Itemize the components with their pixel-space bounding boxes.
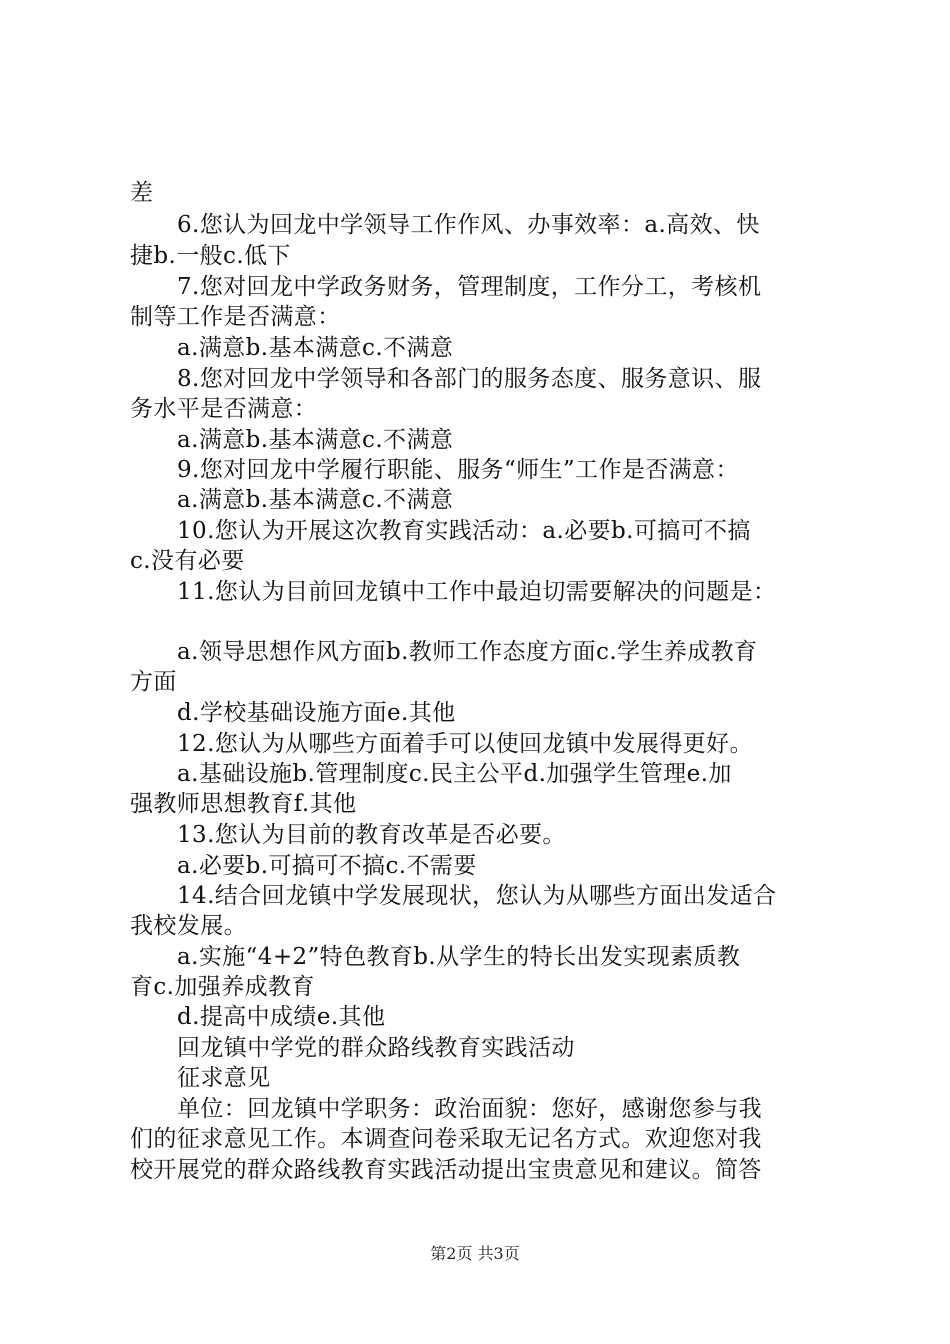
intro-paragraph-line: 单位：回龙镇中学职务：政治面貌：您好，感谢您参与我 [177,1096,762,1122]
answer-options: a.必要b.可搞可不搞c.不需要 [177,853,477,879]
question-11: 11.您认为目前回龙镇中工作中最迫切需要解决的问题是： [177,579,777,605]
question-13: 13.您认为目前的教育改革是否必要。 [177,822,566,848]
text-line: 方面 [130,669,177,695]
text-line: 育c.加强养成教育 [130,974,315,1000]
page-footer: 第2页 共3页 [430,1244,520,1263]
answer-options: a.实施“4+2”特色教育b.从学生的特长出发实现素质教 [177,944,741,970]
text-line: 差 [130,180,154,206]
question-8: 8.您对回龙中学领导和各部门的服务态度、服务意识、服 [177,366,762,392]
answer-options: d.提高中成绩e.其他 [177,1004,386,1030]
answer-options: a.领导思想作风方面b.教师工作态度方面c.学生养成教育 [177,639,758,665]
answer-options: a.满意b.基本满意c.不满意 [177,427,454,453]
question-7: 7.您对回龙中学政务财务，管理制度，工作分工，考核机 [177,274,762,300]
answer-options: a.满意b.基本满意c.不满意 [177,335,454,361]
text-line: c.没有必要 [130,548,245,574]
question-14: 14.结合回龙镇中学发展现状，您认为从哪些方面出发适合 [177,883,777,909]
answer-options: a.满意b.基本满意c.不满意 [177,487,454,513]
text-line: 强教师思想教育f.其他 [130,791,357,817]
intro-paragraph-line: 们的征求意见工作。本调查问卷采取无记名方式。欢迎您对我 [130,1126,762,1152]
question-12: 12.您认为从哪些方面着手可以使回龙镇中发展得更好。 [177,731,753,757]
intro-paragraph-line: 校开展党的群众路线教育实践活动提出宝贵意见和建议。简答 [130,1157,762,1183]
text-line: 制等工作是否满意： [130,304,341,330]
question-9: 9.您对回龙中学履行职能、服务“师生”工作是否满意： [177,457,739,483]
question-10: 10.您认为开展这次教育实践活动：a.必要b.可搞可不搞 [177,518,751,544]
section-subtitle: 征求意见 [177,1065,271,1091]
text-line: 我校发展。 [130,913,247,939]
text-line: 捷b.一般c.低下 [130,243,291,269]
text-line: 务水平是否满意： [130,396,318,422]
answer-options: d.学校基础设施方面e.其他 [177,700,456,726]
question-6: 6.您认为回龙中学领导工作作风、办事效率：a.高效、快 [177,212,760,238]
section-title: 回龙镇中学党的群众路线教育实践活动 [177,1035,575,1061]
answer-options: a.基础设施b.管理制度c.民主公平d.加强学生管理e.加 [177,761,732,787]
